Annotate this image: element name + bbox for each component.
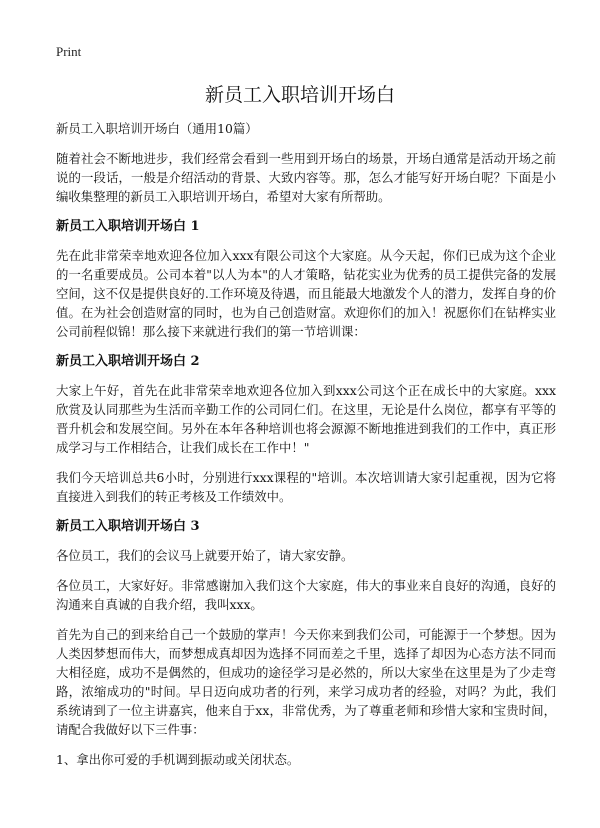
document-body (56, 119, 556, 780)
section-2 (56, 352, 556, 506)
section-heading: 新员工入职培训开场白 2 (56, 354, 200, 369)
print-link[interactable]: Print (56, 44, 82, 59)
section-3 (56, 517, 556, 769)
intro-paragraph: 随着社会不断地进步，我们经常会看到一些用到开场白的场景，开场白通常是活动开场之前说的一段话，一般是介绍活动的背景、大致内容等。那，怎么才能写好开场白呢？下面是小编收集整理的新员工入职培训开场白，希望对大家有所帮助。 (56, 151, 556, 204)
section-paragraph: 各位员工，我们的会议马上就要开始了，请大家安静。 (56, 548, 354, 563)
section-paragraph: 首先为自己的到来给自己一个鼓励的掌声！今天你来到我们公司，可能源于一个梦想。因为人类因梦想而伟大，而梦想成真却因为选择不同而差之千里，选择了却因为心态方法不同而大相径庭，成功不是偶然的，但成功的途径学习是必然的，所以大家坐在这里是为了少走弯路，浓缩成功的"时间。早日迈向成功者的行列，来学习成功者的经验，对吗？为此，我们系统请到了一位主讲嘉宾，他来自于xx，非常优秀，为了尊重老师和珍惜大家和宝贵时间，请配合我做好以下三件事： (56, 627, 556, 737)
document-title: 新员工入职培训开场白 (204, 84, 395, 106)
section-paragraph: 1、拿出你可爱的手机调到振动或关闭状态。 (56, 752, 300, 767)
section-1 (56, 217, 556, 341)
section-paragraph: 大家上午好，首先在此非常荣幸地欢迎各位加入到xxx公司这个正在成长中的大家庭。xxx欣赏及认同那些为生活而辛勤工作的公司同仁们。在这里，无论是什么岗位，都享有平等的晋升机会和发展空间。另外在本年各种培训也将会源源不断地推进到我们的工作中，真正形成学习与工作相结合，让我们成长在工作中！" (56, 383, 556, 455)
section-heading: 新员工入职培训开场白 3 (56, 519, 200, 534)
section-paragraph: 我们今天培训总共6小时，分别进行xxx课程的"培训。本次培训请大家引起重视，因为它将直接进入到我们的转正考核及工作绩效中。 (56, 470, 556, 504)
section-heading: 新员工入职培训开场白 1 (56, 219, 200, 234)
section-paragraph: 先在此非常荣幸地欢迎各位加入xxx有限公司这个大家庭。从今天起，你们已成为这个企业的一名重要成员。公司本着"以人为本"的人才策略，钻花实业为优秀的员工提供完备的发展空间，这不仅是提供良好的.工作环境及待遇，而且能最大地激发个人的潜力，发挥自身的价值。在为社会创造财富的同时，也为自己创造财富。欢迎你们的加入！祝愿你们在钻桦实业公司前程似锦！那么接下来就进行我们的第一节培训课： (56, 248, 556, 339)
section-paragraph: 各位员工，大家好好。非常感谢加入我们这个大家庭，伟大的事业来自良好的沟通，良好的沟通来自真诚的自我介绍，我叫xxx。 (56, 578, 556, 612)
document-subtitle: 新员工入职培训开场白（通用10篇） (56, 121, 258, 136)
